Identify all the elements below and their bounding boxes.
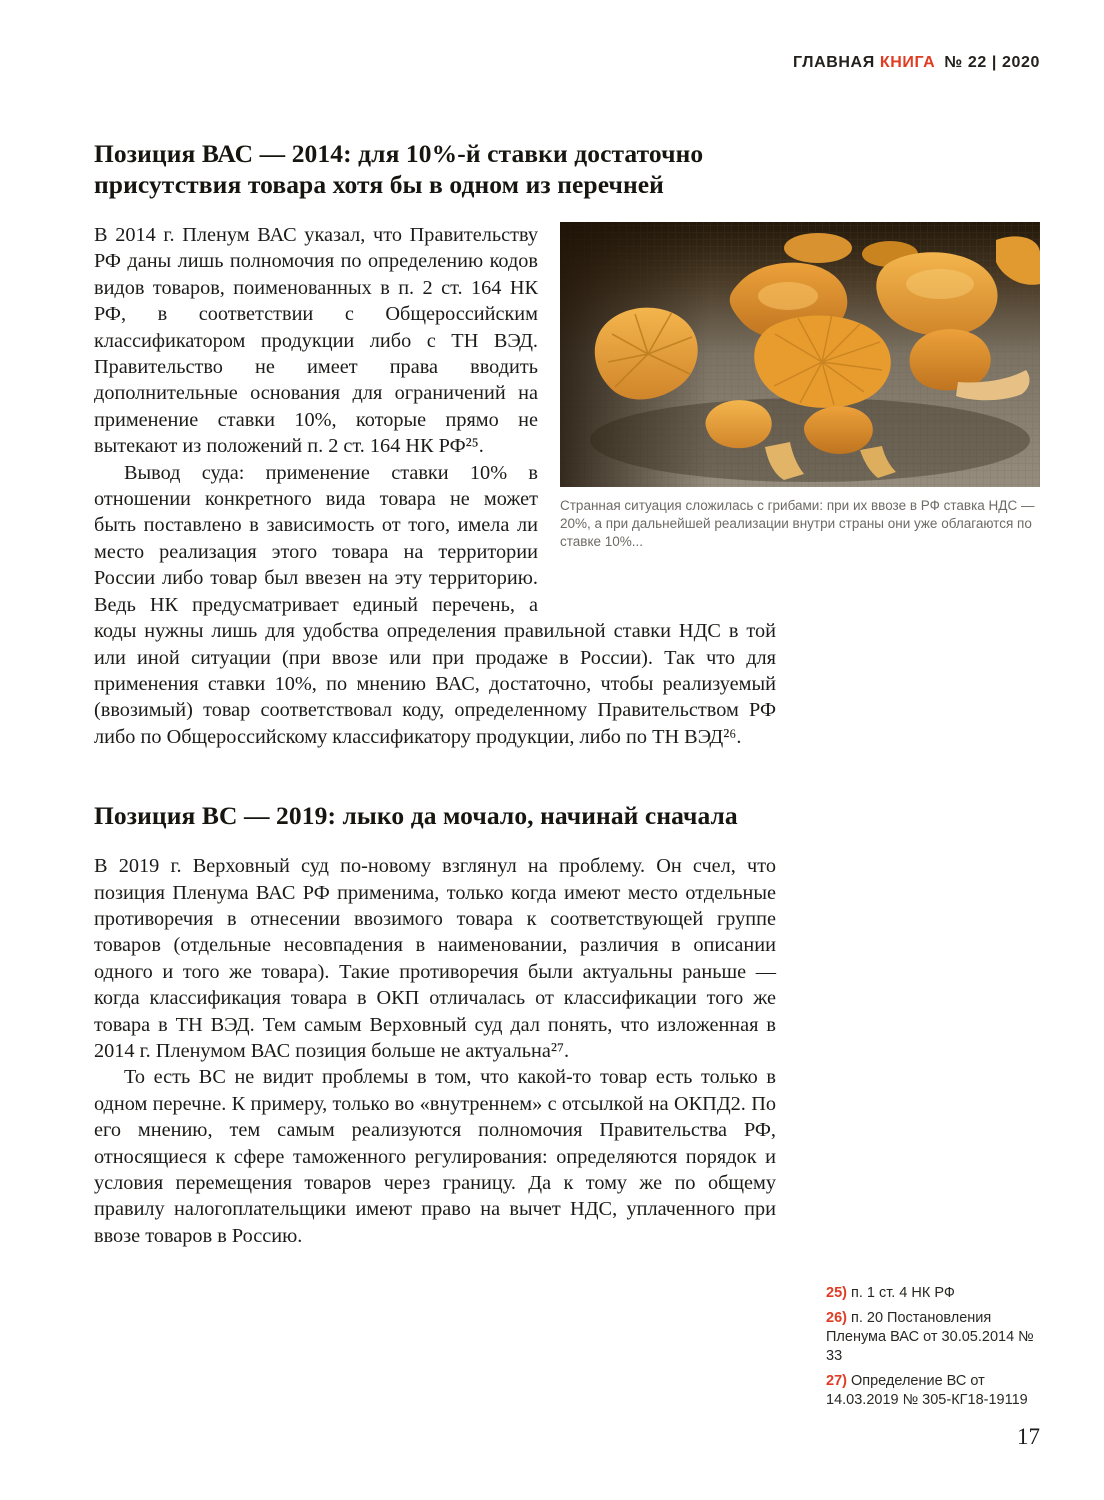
photo-caption: Странная ситуация сложилась с грибами: при их ввозе в РФ ставка НДС — 20%, а при дальнейшей реализации внутри страны они уже облагаются по ставке 10%... [560,498,1035,549]
body-paragraph: Вывод суда: применение ставки 10% в отношении конкретного вида товара не может быть поставлено в зависимость от того, имела ли место реализация этого товара на территории России либо товар был ввезен на эту территорию. Ведь НК предусматривает единый перечень, а коды нужны лишь для удобства определения правильной ставки НДС в той или иной ситуации (при ввозе или при продаже в России). Так что для применения ставки 10%, по мнению ВАС, достаточно, чтобы реализуемый (ввозимый) товар соответствовал коду, определенному Правительством РФ либо по Общероссийскому классификатору продукции, либо по ТН ВЭД²⁶. [94,461,776,748]
footnote [826,1284,1044,1303]
magazine-name-part2: КНИГА [879,54,936,71]
footnote [826,1372,1044,1410]
body-paragraph: То есть ВС не видит проблемы в том, что какой-то товар есть только в одном перечне. К примеру, только во «внутреннем» с отсылкой на ОКПД2. По его мнению, тем самым реализуются полномочия Правительства РФ, относящиеся к сфере таможенного регулирования: определяются порядок и условия перемещения товаров через границу. Да к тому же по общему правилу налогоплательщики имеют право на вычет НДС, уплаченного при ввозе товаров в Россию. [94,1066,776,1247]
chanterelle-illustration [560,222,1040,487]
page-header [793,54,1040,72]
mushroom-figure [560,222,1040,551]
page-number: 17 [1017,1424,1040,1449]
footnotes-block [826,1284,1044,1416]
footnote-text: п. 1 ст. 4 НК РФ [850,1285,955,1301]
footnote [826,1309,1044,1366]
mushrooms-photo [560,222,1040,487]
body-paragraph: В 2019 г. Верховный суд по-новому взглянул на проблему. Он счел, что позиция Пленума ВАС РФ применима, только когда имеют место отдельные противоречия в отнесении ввозимого товара к соответствующей группе товаров (отдельные несовпадения в наименовании, различия в описании одного и того же товара). Такие противоречия были актуальны раньше — когда классификация товара в ОКП отличалась от классификации того же товара в ТН ВЭД. Тем самым Верховный суд дал понять, что изложенная в 2014 г. Пленумом ВАС позиция больше не актуальна²⁷. [94,855,776,1062]
footnote-text: п. 20 Постановления Пленума ВАС от 30.05.2014 № 33 [826,1310,1034,1364]
footnote-number: 27) [826,1373,847,1389]
section1-heading: Позиция ВАС — 2014: для 10%-й ставки достаточно присутствия товара хотя бы в одном из перечней [94,139,704,199]
footnote-text: Определение ВС от 14.03.2019 № 305-КГ18-19119 [826,1373,1028,1408]
footnote-number: 26) [826,1310,847,1326]
body-paragraph: В 2014 г. Пленум ВАС указал, что Правительству РФ даны лишь полномочия по определению кодов видов товаров, поименованных в п. 2 ст. 164 НК РФ, в соответствии с Общероссийским классификатором продукции либо с ТН ВЭД. Правительство не имеет права вводить дополнительные основания для ограничений на применение ставки 10%, которые прямо не вытекают из положений п. 2 ст. 164 НК РФ²⁵. [94,224,538,458]
article [94,138,1035,1249]
magazine-name-part1: ГЛАВНАЯ [793,54,875,71]
footnote-number: 25) [826,1285,847,1301]
issue-number: № 22 | 2020 [944,54,1040,71]
section2-heading: Позиция ВС — 2019: лыко да мочало, начинай сначала [94,801,738,831]
